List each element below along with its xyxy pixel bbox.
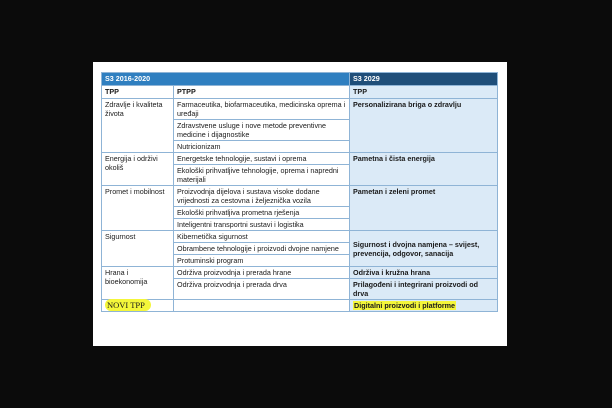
- table-row: [102, 267, 498, 279]
- slide: [93, 62, 507, 346]
- new-tpp-cell: [350, 300, 498, 312]
- ptpp-cell: Proizvodnja dijelova i sustava visoke dodane vrijednosti za cestovna i željeznička vozila: [174, 186, 350, 207]
- col-tpp: TPP: [102, 86, 174, 99]
- period-2029: S3 2029: [350, 73, 498, 86]
- table-row-novi: [102, 300, 498, 312]
- ptpp-cell: Ekološki prihvatljive tehnologije, oprema i napredni materijali: [174, 165, 350, 186]
- digital-products-label: Digitalni proizvodi i platforme: [354, 301, 456, 310]
- table-row: [102, 153, 498, 165]
- tpp-cell: Sigurnost: [102, 231, 174, 267]
- ptpp-empty-cell: [174, 300, 350, 312]
- tpp-cell: Promet i mobilnost: [102, 186, 174, 231]
- novi-tpp-cell: [102, 300, 174, 312]
- period-2016-2020: S3 2016-2020: [102, 73, 350, 86]
- ptpp-cell: Protuminski program: [174, 255, 350, 267]
- ptpp-cell: Održiva proizvodnja i prerada hrane: [174, 267, 350, 279]
- period-header-row: [102, 73, 498, 86]
- ptpp-cell: Inteligentni transportni sustavi i logistika: [174, 219, 350, 231]
- table-row: [102, 231, 498, 243]
- new-tpp-cell: Prilagođeni i integrirani proizvodi od drva: [350, 279, 498, 300]
- ptpp-cell: Energetske tehnologije, sustavi i oprema: [174, 153, 350, 165]
- tpp-cell: Hrana i bioekonomija: [102, 267, 174, 300]
- table-row: [102, 186, 498, 207]
- new-tpp-cell: Pametan i zeleni promet: [350, 186, 498, 231]
- new-tpp-cell: Pametna i čista energija: [350, 153, 498, 186]
- ptpp-cell: Kibernetička sigurnost: [174, 231, 350, 243]
- ptpp-cell: Nutricionizam: [174, 141, 350, 153]
- ptpp-cell: Farmaceutika, biofarmaceutika, medicinska oprema i uređaji: [174, 99, 350, 120]
- s3-comparison-table: [101, 72, 498, 312]
- tpp-cell: Energija i održivi okoliš: [102, 153, 174, 186]
- ptpp-cell: Obrambene tehnologije i proizvodi dvojne namjene: [174, 243, 350, 255]
- column-header-row: [102, 86, 498, 99]
- col-ptpp: PTPP: [174, 86, 350, 99]
- new-tpp-cell: Personalizirana briga o zdravlju: [350, 99, 498, 153]
- table-row: [102, 99, 498, 120]
- ptpp-cell: Održiva proizvodnja i prerada drva: [174, 279, 350, 300]
- new-tpp-cell: Sigurnost i dvojna namjena – svijest, prevencija, odgovor, sanacija: [350, 231, 498, 267]
- ptpp-cell: Zdravstvene usluge i nove metode preventivne medicine i dijagnostike: [174, 120, 350, 141]
- col-tpp-new: TPP: [350, 86, 498, 99]
- ptpp-cell: Ekološki prihvatljiva prometna rješenja: [174, 207, 350, 219]
- tpp-cell: Zdravlje i kvaliteta života: [102, 99, 174, 153]
- new-tpp-cell: Održiva i kružna hrana: [350, 267, 498, 279]
- novi-tpp-label: NOVI TPP: [105, 299, 151, 311]
